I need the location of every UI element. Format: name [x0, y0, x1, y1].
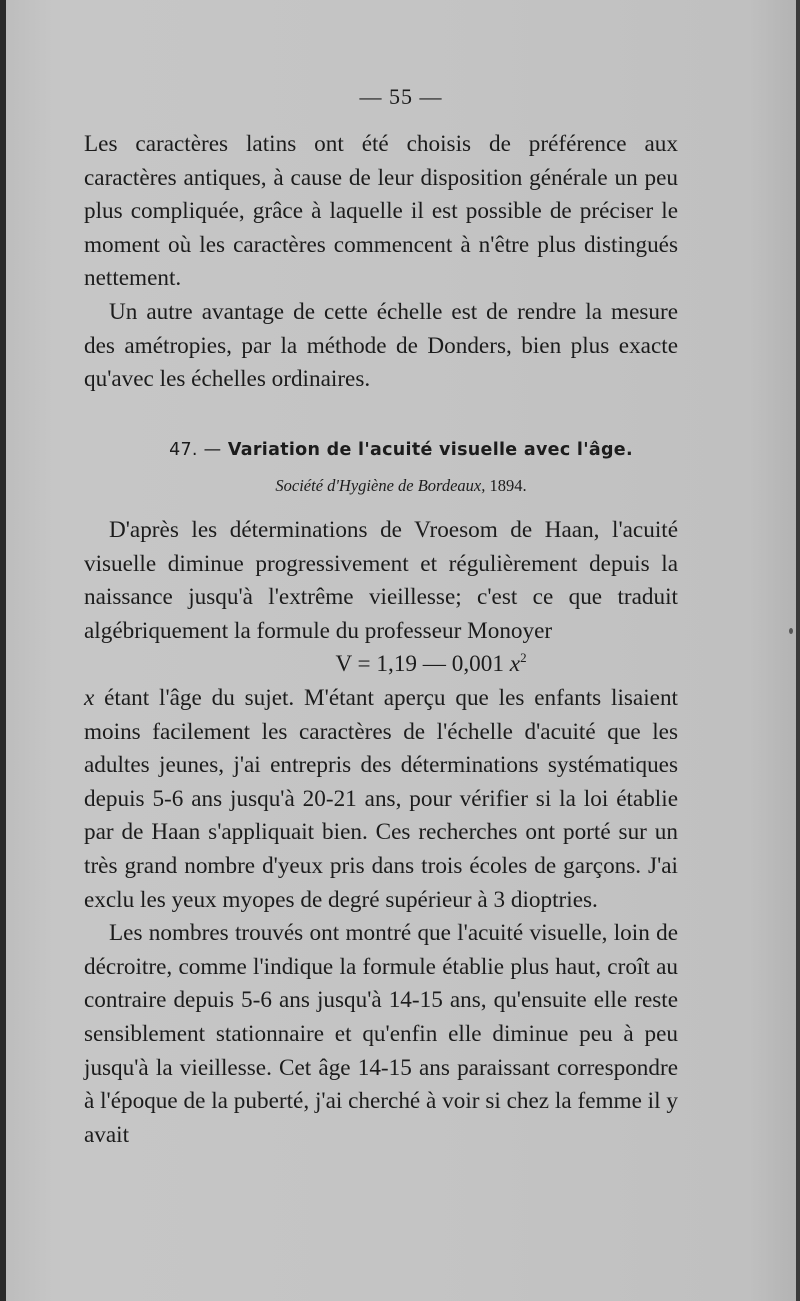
paragraph-age-determinations-text: étant l'âge du sujet. M'étant aperçu que les enfants lisaient moins facilement les caractères de l'échelle d'acuité que les adultes jeunes, j'ai entrepris des déterminations systématiques depuis 5-6 ans jusqu'à 20-21 ans, pour vérifier si la loi établie par de Haan s'appliquait bien. Ces recherches ont porté sur un très grand nombre d'yeux pris dans trois écoles de garçons. J'ai exclu les yeux myopes de degré supérieur à 3 dioptries.	[84, 684, 678, 913]
source-journal: Société d'Hygiène de Bordeaux,	[275, 476, 486, 495]
section-heading	[6, 440, 796, 460]
page-number: — 55 —	[359, 84, 443, 109]
monoyer-formula	[84, 648, 678, 682]
paragraph-latin-characters: Les caractères latins ont été choisis de préférence aux caractères antiques, à cause de leur disposition générale un peu plus compliquée, grâce à laquelle il est possible de préciser le moment où les caractères commencent à n'être plus distingués nettement.	[84, 131, 678, 292]
paragraph-ametropies: Un autre avantage de cette échelle est de rendre la mesure des amétropies, par la méthode de Donders, bien plus exacte qu'avec les échelles ordinaires.	[84, 298, 678, 393]
intro-text	[84, 128, 678, 397]
section-title: Variation de l'acuité visuelle avec l'âge.	[227, 440, 633, 460]
paragraph-vroesom-de-haan: D'après les déterminations de Vroesom de Haan, l'acuité visuelle diminue progressivement et régulièrement depuis la naissance jusqu'à l'extrême vieillesse; c'est ce que traduit algébriquement la formule du professeur Monoyer	[84, 517, 678, 644]
paragraph-age-determinations	[84, 682, 678, 917]
ink-speck	[789, 628, 793, 634]
formula-variable: x	[509, 651, 521, 678]
source-year: 1894.	[489, 476, 527, 495]
paragraph-results: Les nombres trouvés ont montré que l'acuité visuelle, loin de décroitre, comme l'indique la formule établie plus haut, croît au contraire depuis 5-6 ans jusqu'à 14-15 ans, qu'ensuite elle reste sensiblement stationnaire et qu'enfin elle diminue peu à peu jusqu'à la vieillesse. Cet âge 14-15 ans paraissant correspondre à l'époque de la puberté, j'ai cherché à voir si chez la femme il y avait	[84, 920, 678, 1148]
formula-expression: V = 1,19 — 0,001	[335, 651, 504, 678]
section-number: 47. —	[169, 440, 222, 460]
main-text	[84, 514, 678, 1152]
section-source	[6, 476, 796, 496]
scanned-page	[6, 0, 796, 1301]
formula-exponent: 2	[520, 650, 527, 666]
variable-x: x	[84, 684, 95, 711]
